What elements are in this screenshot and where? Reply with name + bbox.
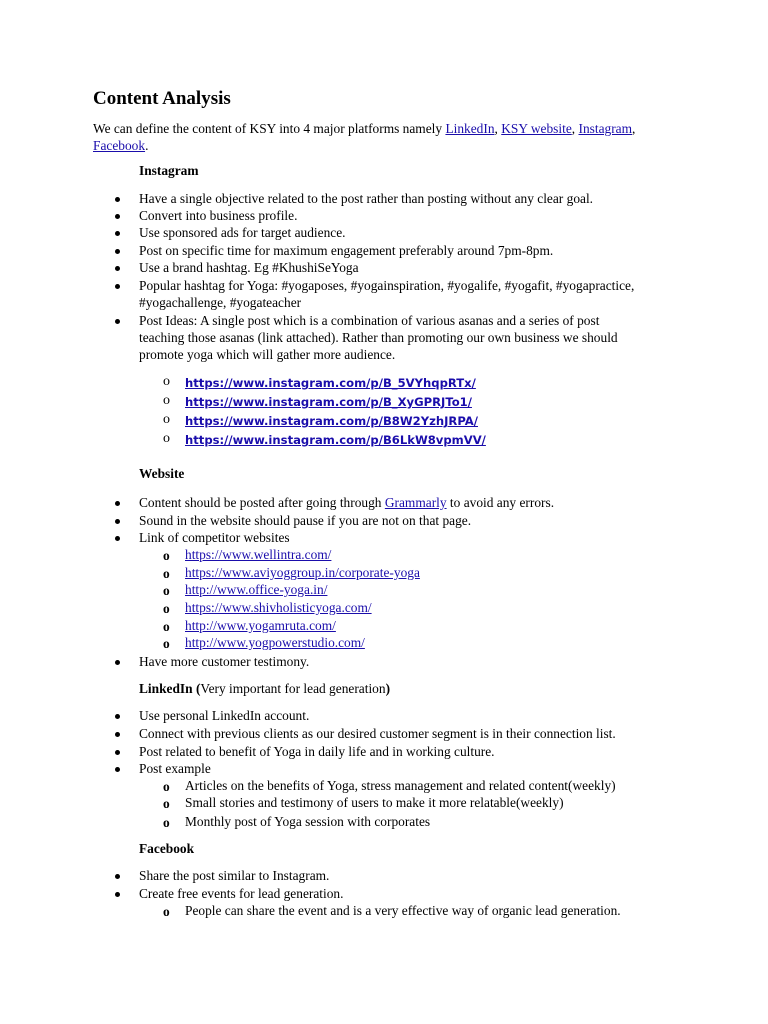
list-item: Have a single objective related to the post rather than posting without any clear goal.: [139, 191, 594, 206]
linkedin-heading: [139, 681, 390, 697]
competitor-link[interactable]: [185, 581, 327, 598]
circle-bullet-icon: o: [163, 412, 170, 427]
competitor-link-text[interactable]: http://www.office-yoga.in/: [185, 582, 328, 597]
bullet-icon: [115, 750, 120, 755]
facebook-link[interactable]: Facebook: [93, 138, 146, 153]
list-item: Convert into business profile.: [139, 208, 298, 223]
competitor-link-text[interactable]: https://www.wellintra.com/: [185, 547, 332, 562]
circle-bullet-icon: o: [163, 374, 170, 389]
list-item: Post related to benefit of Yoga in daily life and in working culture.: [139, 744, 495, 759]
list-item: Post Ideas: A single post which is a combination of various asanas and a series of post: [139, 313, 600, 328]
competitor-link-text[interactable]: http://www.yogamruta.com/: [185, 618, 336, 633]
list-item-text: to avoid any errors.: [446, 495, 555, 510]
grammarly-link[interactable]: Grammarly: [384, 495, 447, 510]
bullet-icon: [115, 249, 120, 254]
instagram-post-link[interactable]: [185, 412, 478, 430]
instagram-post-link-text[interactable]: https://www.instagram.com/p/B8W2YzhJRPA/: [185, 414, 478, 428]
competitor-link[interactable]: [185, 634, 365, 651]
sub-list-item: Small stories and testimony of users to make it more relatable(weekly): [185, 795, 564, 810]
square-bullet-icon: o: [163, 815, 170, 830]
list-item: Connect with previous clients as our desired customer segment is in their connection list.: [139, 726, 616, 741]
linkedin-link[interactable]: LinkedIn: [445, 121, 495, 136]
square-bullet-icon: o: [163, 619, 170, 634]
instagram-post-link[interactable]: [185, 431, 486, 449]
competitor-link-text[interactable]: https://www.aviyoggroup.in/corporate-yoga: [185, 565, 420, 580]
list-item: Post on specific time for maximum engagement preferably around 7pm-8pm.: [139, 243, 554, 258]
list-item: Popular hashtag for Yoga: #yogaposes, #yogainspiration, #yogalife, #yogafit, #yogapractice,: [139, 278, 635, 293]
bullet-icon: [115, 284, 120, 289]
intro-separator: ,: [632, 121, 636, 136]
bullet-icon: [115, 266, 120, 271]
intro-line-1: [93, 120, 635, 137]
intro-separator: ,: [494, 121, 502, 136]
circle-bullet-icon: o: [163, 431, 170, 446]
list-item: Sound in the website should pause if you are not on that page.: [139, 513, 472, 528]
intro-suffix: .: [145, 138, 149, 153]
square-bullet-icon: o: [163, 566, 170, 581]
competitor-link[interactable]: [185, 617, 336, 634]
bullet-icon: [115, 231, 120, 236]
bullet-icon: [115, 892, 120, 897]
instagram-heading: Instagram: [139, 163, 199, 178]
instagram-post-link-text[interactable]: https://www.instagram.com/p/B_5VYhqpRTx/: [185, 376, 476, 390]
square-bullet-icon: o: [163, 796, 170, 811]
list-item: Link of competitor websites: [139, 530, 290, 545]
bullet-icon: [115, 319, 120, 324]
bullet-icon: [115, 214, 120, 219]
bullet-icon: [115, 660, 120, 665]
competitor-link-text[interactable]: https://www.shivholisticyoga.com/: [185, 600, 372, 615]
sub-list-item: People can share the event and is a very effective way of organic lead generation.: [185, 903, 621, 918]
bullet-icon: [115, 501, 120, 506]
intro-separator: ,: [571, 121, 579, 136]
linkedin-heading-close: ): [385, 681, 391, 696]
list-item: Have more customer testimony.: [139, 654, 310, 669]
circle-bullet-icon: o: [163, 393, 170, 408]
competitor-link[interactable]: [185, 599, 372, 616]
list-item: [139, 494, 554, 511]
list-item-continuation: promote yoga which will gather more audience.: [139, 347, 396, 362]
linkedin-heading-title: LinkedIn (: [139, 681, 201, 696]
square-bullet-icon: o: [163, 636, 170, 651]
ksy-website-link[interactable]: KSY website: [501, 121, 572, 136]
instagram-link[interactable]: Instagram: [578, 121, 633, 136]
square-bullet-icon: o: [163, 583, 170, 598]
facebook-heading: Facebook: [139, 841, 195, 856]
bullet-icon: [115, 197, 120, 202]
list-item-continuation: teaching those asanas (link attached). Rather than promoting our own business we should: [139, 330, 618, 345]
square-bullet-icon: o: [163, 779, 170, 794]
instagram-post-link-text[interactable]: https://www.instagram.com/p/B6LkW8vpmVV/: [185, 433, 486, 447]
instagram-post-link-text[interactable]: https://www.instagram.com/p/B_XyGPRJTo1/: [185, 395, 472, 409]
bullet-icon: [115, 519, 120, 524]
intro-line-2: [93, 137, 148, 154]
square-bullet-icon: o: [163, 601, 170, 616]
square-bullet-icon: o: [163, 904, 170, 919]
list-item: Create free events for lead generation.: [139, 886, 344, 901]
bullet-icon: [115, 732, 120, 737]
list-item: Use a brand hashtag. Eg #KhushiSeYoga: [139, 260, 359, 275]
list-item-continuation: #yogachallenge, #yogateacher: [139, 295, 302, 310]
sub-list-item: Monthly post of Yoga session with corporates: [185, 814, 431, 829]
intro-text: We can define the content of KSY into 4 major platforms namely: [93, 121, 446, 136]
instagram-post-link[interactable]: [185, 374, 476, 392]
linkedin-heading-note: Very important for lead generation: [200, 681, 386, 696]
square-bullet-icon: o: [163, 548, 170, 563]
list-item: Post example: [139, 761, 211, 776]
list-item: Share the post similar to Instagram.: [139, 868, 330, 883]
sub-list-item: Articles on the benefits of Yoga, stress management and related content(weekly): [185, 778, 616, 793]
bullet-icon: [115, 874, 120, 879]
list-item-text: Content should be posted after going through: [139, 495, 385, 510]
page-title: Content Analysis: [93, 88, 231, 109]
list-item: Use personal LinkedIn account.: [139, 708, 310, 723]
competitor-link-text[interactable]: http://www.yogpowerstudio.com/: [185, 635, 365, 650]
list-item: Use sponsored ads for target audience.: [139, 225, 346, 240]
bullet-icon: [115, 536, 120, 541]
competitor-link[interactable]: [185, 564, 420, 581]
bullet-icon: [115, 714, 120, 719]
website-heading: Website: [139, 466, 185, 481]
instagram-post-link[interactable]: [185, 393, 472, 411]
competitor-link[interactable]: [185, 546, 331, 563]
bullet-icon: [115, 767, 120, 772]
